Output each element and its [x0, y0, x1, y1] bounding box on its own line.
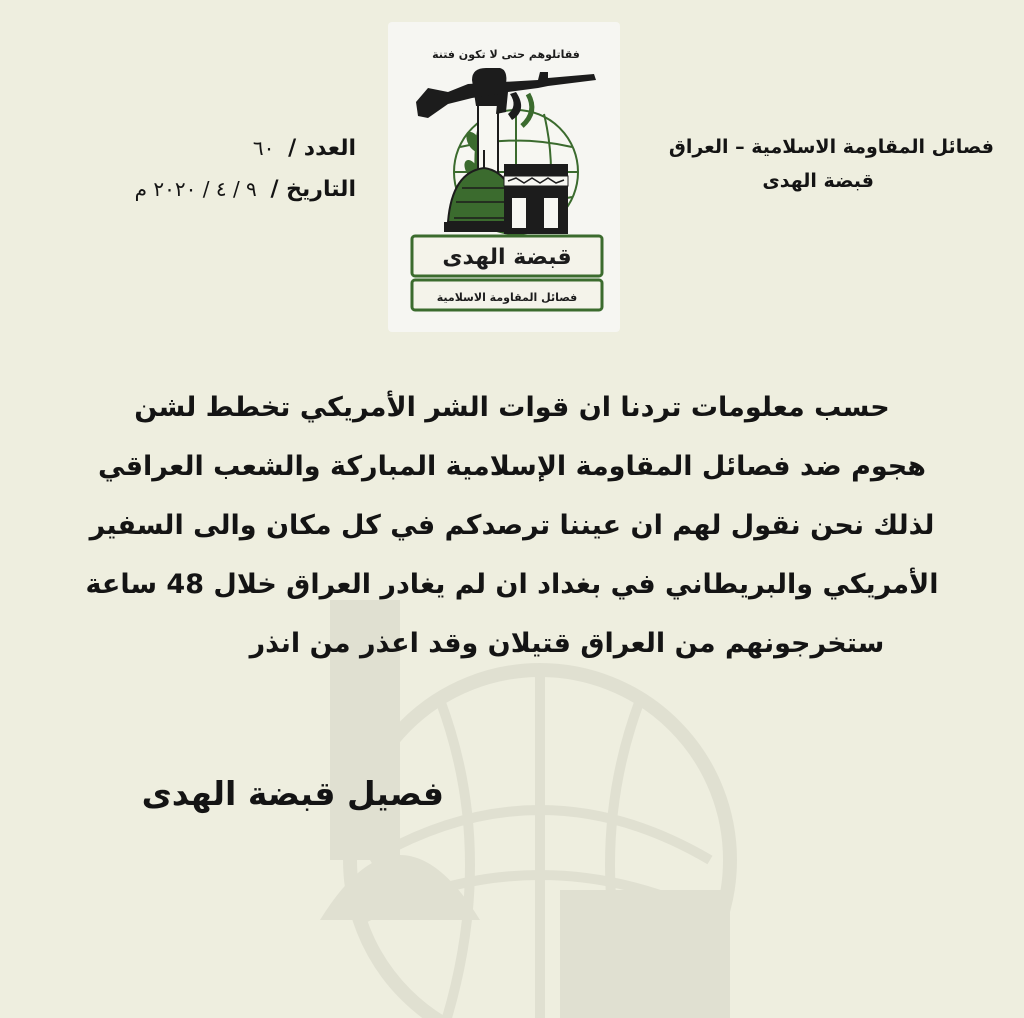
- statement-line: هجوم ضد فصائل المقاومة الإسلامية المباركة والشعب العراقي: [98, 451, 926, 482]
- logo-banner-text: فقاتلوهم حتى لا تكون فتنة: [432, 48, 580, 61]
- faction-name: قبضة الهدى: [762, 170, 874, 192]
- organization-header: [669, 136, 994, 192]
- logo-emblem: [388, 22, 620, 332]
- statement-body: [60, 378, 964, 673]
- faction-logo: [388, 22, 620, 332]
- number-label: العدد /: [288, 136, 356, 161]
- number-value: ٦٠: [252, 136, 275, 160]
- signature: فصيل قبضة الهدى: [141, 774, 444, 813]
- organization-name: فصائل المقاومة الاسلامية – العراق: [668, 136, 994, 158]
- document-meta: [56, 136, 356, 202]
- document-number: [56, 136, 356, 161]
- statement-line: حسب معلومات تردنا ان قوات الشر الأمريكي تخطط لشن: [134, 392, 890, 423]
- statement-line: لذلك نحن نقول لهم ان عيننا ترصدكم في كل مكان والى السفير: [89, 510, 935, 541]
- statement-line: الأمريكي والبريطاني في بغداد ان لم يغادر العراق خلال 48 ساعة: [85, 569, 939, 600]
- statement-line: ستخرجونهم من العراق قتيلان وقد اعذر من انذر: [249, 628, 885, 659]
- logo-plaque-title: قبضة الهدى: [442, 245, 572, 270]
- kaaba-icon: [504, 164, 568, 234]
- logo-plaque-subtitle: فصائل المقاومة الاسلامية: [436, 291, 578, 304]
- date-value: ٩ / ٤ / ٢٠٢٠ م: [134, 177, 257, 201]
- date-label: التاريخ /: [270, 177, 356, 202]
- document-date: [56, 177, 356, 202]
